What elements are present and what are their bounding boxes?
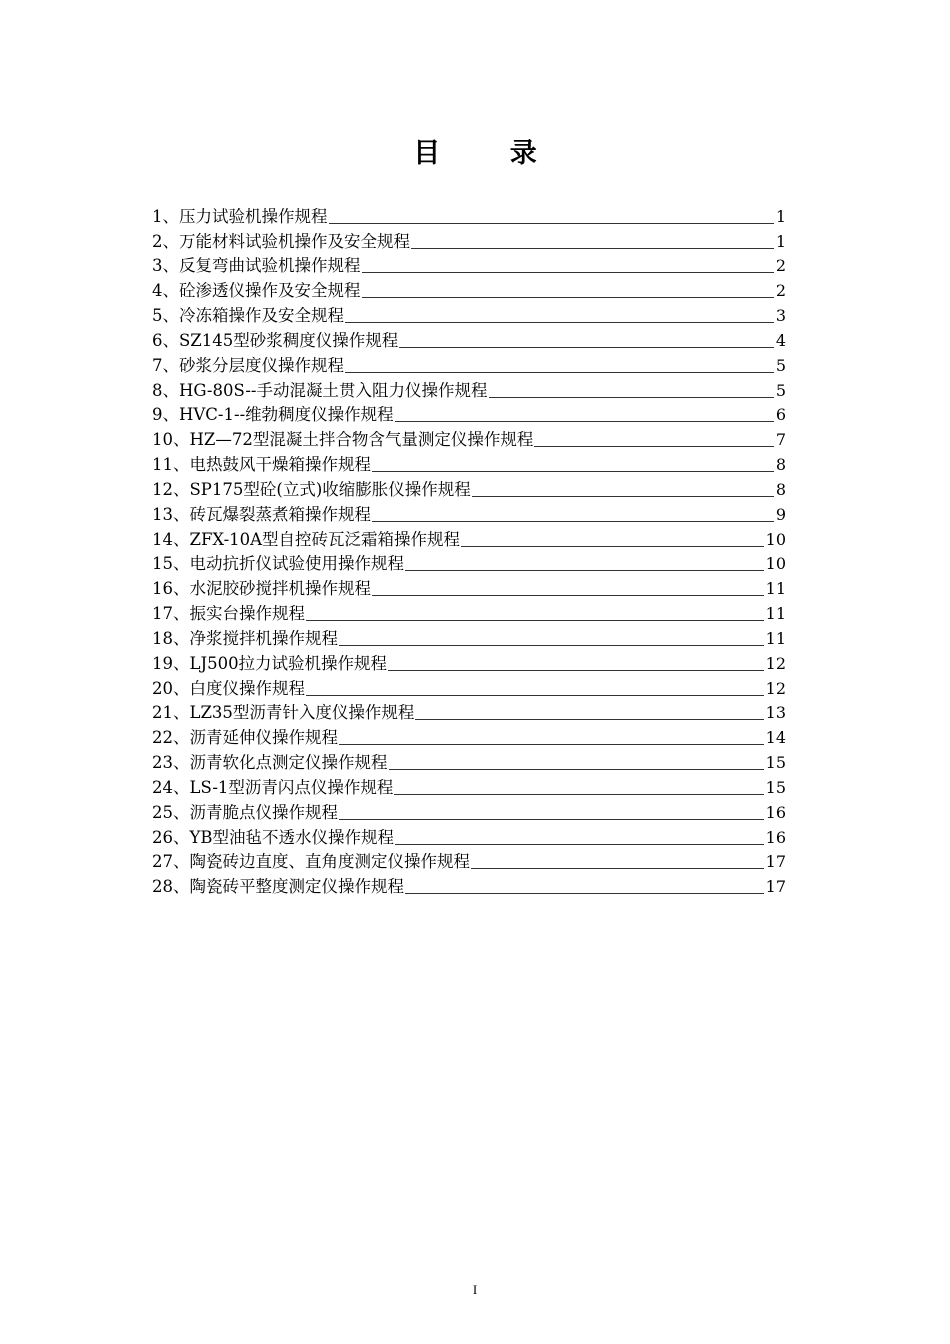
toc-entry[interactable] bbox=[152, 649, 786, 674]
toc-entry-page-number: 15 bbox=[765, 777, 786, 797]
toc-entry-title: 10、HZ—72型混凝土拌合物含气量测定仪操作规程 bbox=[152, 430, 534, 450]
toc-entry-title: 6、SZ145型砂浆稠度仪操作规程 bbox=[152, 330, 399, 350]
toc-leader-line bbox=[395, 421, 774, 422]
toc-entry-page-number: 1 bbox=[775, 206, 786, 226]
toc-entry-title: 28、陶瓷砖平整度测定仪操作规程 bbox=[152, 877, 404, 897]
toc-entry-title: 3、反复弯曲试验机操作规程 bbox=[152, 256, 361, 276]
toc-entry-page-number: 11 bbox=[765, 628, 786, 648]
toc-entry[interactable] bbox=[152, 202, 786, 227]
toc-entry[interactable] bbox=[152, 326, 786, 351]
toc-leader-line bbox=[489, 397, 774, 398]
toc-entry[interactable] bbox=[152, 301, 786, 326]
page-title: 目 录 bbox=[413, 138, 567, 169]
toc-entry[interactable] bbox=[152, 748, 786, 773]
toc-entry[interactable] bbox=[152, 773, 786, 798]
toc-entry-page-number: 8 bbox=[775, 455, 786, 475]
toc-entry-title: 14、ZFX-10A型自控砖瓦泛霜箱操作规程 bbox=[152, 529, 461, 549]
toc-entry-title: 15、电动抗折仪试验使用操作规程 bbox=[152, 554, 404, 574]
toc-entry-page-number: 2 bbox=[775, 256, 786, 276]
toc-entry-title: 19、LJ500拉力试验机操作规程 bbox=[152, 653, 388, 673]
toc-entry-page-number: 17 bbox=[765, 877, 786, 897]
toc-leader-line bbox=[395, 844, 764, 845]
toc-leader-line bbox=[339, 744, 764, 745]
toc-entry-page-number: 16 bbox=[765, 802, 786, 822]
toc-entry[interactable] bbox=[152, 624, 786, 649]
toc-entry-page-number: 6 bbox=[775, 405, 786, 425]
toc-entry[interactable] bbox=[152, 475, 786, 500]
toc-entry-page-number: 13 bbox=[765, 703, 786, 723]
toc-entry-page-number: 9 bbox=[775, 504, 786, 524]
toc-entry-title: 2、万能材料试验机操作及安全规程 bbox=[152, 231, 410, 251]
toc-leader-line bbox=[339, 645, 764, 646]
toc-entry[interactable] bbox=[152, 699, 786, 724]
page-number-footer: I bbox=[472, 1282, 478, 1297]
toc-entry-title: 16、水泥胶砂搅拌机操作规程 bbox=[152, 579, 371, 599]
toc-leader-line bbox=[306, 620, 764, 621]
toc-entry-title: 22、沥青延伸仪操作规程 bbox=[152, 728, 338, 748]
toc-entry-title: 12、SP175型砼(立式)收缩膨胀仪操作规程 bbox=[152, 479, 471, 499]
toc-leader-line bbox=[345, 322, 774, 323]
toc-entry[interactable] bbox=[152, 798, 786, 823]
toc-entry[interactable] bbox=[152, 276, 786, 301]
toc-entry[interactable] bbox=[152, 674, 786, 699]
toc-leader-line bbox=[534, 446, 773, 447]
toc-entry-page-number: 11 bbox=[765, 604, 786, 624]
table-of-contents bbox=[152, 202, 786, 897]
toc-entry-title: 21、LZ35型沥青针入度仪操作规程 bbox=[152, 703, 415, 723]
toc-leader-line bbox=[471, 868, 764, 869]
toc-leader-line bbox=[372, 471, 774, 472]
toc-leader-line bbox=[329, 223, 774, 224]
toc-entry-page-number: 11 bbox=[765, 579, 786, 599]
toc-entry[interactable] bbox=[152, 823, 786, 848]
toc-leader-line bbox=[389, 769, 764, 770]
toc-entry-page-number: 17 bbox=[765, 852, 786, 872]
toc-entry-page-number: 12 bbox=[765, 653, 786, 673]
toc-leader-line bbox=[415, 719, 763, 720]
toc-entry-page-number: 3 bbox=[775, 306, 786, 326]
toc-entry-title: 7、砂浆分层度仪操作规程 bbox=[152, 355, 344, 375]
toc-entry-page-number: 12 bbox=[765, 678, 786, 698]
toc-leader-line bbox=[411, 248, 774, 249]
toc-entry[interactable] bbox=[152, 574, 786, 599]
toc-entry-page-number: 7 bbox=[775, 430, 786, 450]
toc-entry-page-number: 10 bbox=[765, 554, 786, 574]
toc-entry-page-number: 15 bbox=[765, 753, 786, 773]
toc-entry-page-number: 2 bbox=[775, 281, 786, 301]
toc-entry-title: 13、砖瓦爆裂蒸煮箱操作规程 bbox=[152, 504, 371, 524]
toc-entry[interactable] bbox=[152, 723, 786, 748]
toc-leader-line bbox=[372, 595, 764, 596]
toc-leader-line bbox=[394, 794, 763, 795]
toc-leader-line bbox=[345, 372, 774, 373]
toc-entry[interactable] bbox=[152, 401, 786, 426]
toc-leader-line bbox=[405, 893, 764, 894]
toc-leader-line bbox=[339, 819, 764, 820]
toc-entry-title: 27、陶瓷砖边直度、直角度测定仪操作规程 bbox=[152, 852, 470, 872]
toc-entry-title: 25、沥青脆点仪操作规程 bbox=[152, 802, 338, 822]
toc-entry[interactable] bbox=[152, 351, 786, 376]
toc-entry-title: 1、压力试验机操作规程 bbox=[152, 206, 328, 226]
toc-entry-page-number: 1 bbox=[775, 231, 786, 251]
toc-entry-page-number: 5 bbox=[775, 355, 786, 375]
toc-entry[interactable] bbox=[152, 872, 786, 897]
toc-entry[interactable] bbox=[152, 227, 786, 252]
toc-entry-title: 8、HG-80S--手动混凝土贯入阻力仪操作规程 bbox=[152, 380, 488, 400]
toc-leader-line bbox=[405, 570, 764, 571]
toc-entry-title: 24、LS-1型沥青闪点仪操作规程 bbox=[152, 777, 394, 797]
toc-entry[interactable] bbox=[152, 599, 786, 624]
toc-entry[interactable] bbox=[152, 252, 786, 277]
toc-entry-page-number: 8 bbox=[775, 479, 786, 499]
toc-leader-line bbox=[388, 670, 764, 671]
toc-entry-title: 26、YB型油毡不透水仪操作规程 bbox=[152, 827, 395, 847]
toc-entry-title: 20、白度仪操作规程 bbox=[152, 678, 305, 698]
toc-entry[interactable] bbox=[152, 425, 786, 450]
toc-entry[interactable] bbox=[152, 500, 786, 525]
toc-entry[interactable] bbox=[152, 550, 786, 575]
toc-leader-line bbox=[362, 272, 774, 273]
toc-entry-page-number: 5 bbox=[775, 380, 786, 400]
toc-leader-line bbox=[372, 521, 774, 522]
toc-entry-page-number: 14 bbox=[765, 728, 786, 748]
toc-entry-title: 23、沥青软化点测定仪操作规程 bbox=[152, 753, 388, 773]
toc-entry[interactable] bbox=[152, 848, 786, 873]
toc-leader-line bbox=[399, 347, 774, 348]
toc-entry-title: 9、HVC-1--维勃稠度仪操作规程 bbox=[152, 405, 394, 425]
toc-entry-page-number: 4 bbox=[775, 330, 786, 350]
toc-entry-title: 17、振实台操作规程 bbox=[152, 604, 305, 624]
toc-entry[interactable] bbox=[152, 450, 786, 475]
toc-entry-page-number: 16 bbox=[765, 827, 786, 847]
toc-entry[interactable] bbox=[152, 376, 786, 401]
toc-leader-line bbox=[461, 546, 764, 547]
toc-leader-line bbox=[472, 496, 774, 497]
toc-entry-page-number: 10 bbox=[765, 529, 786, 549]
toc-entry-title: 11、电热鼓风干燥箱操作规程 bbox=[152, 455, 371, 475]
toc-leader-line bbox=[362, 297, 774, 298]
toc-leader-line bbox=[306, 695, 764, 696]
toc-entry[interactable] bbox=[152, 525, 786, 550]
toc-entry-title: 4、砼渗透仪操作及安全规程 bbox=[152, 281, 361, 301]
toc-entry-title: 5、冷冻箱操作及安全规程 bbox=[152, 306, 344, 326]
toc-entry-title: 18、净浆搅拌机操作规程 bbox=[152, 628, 338, 648]
